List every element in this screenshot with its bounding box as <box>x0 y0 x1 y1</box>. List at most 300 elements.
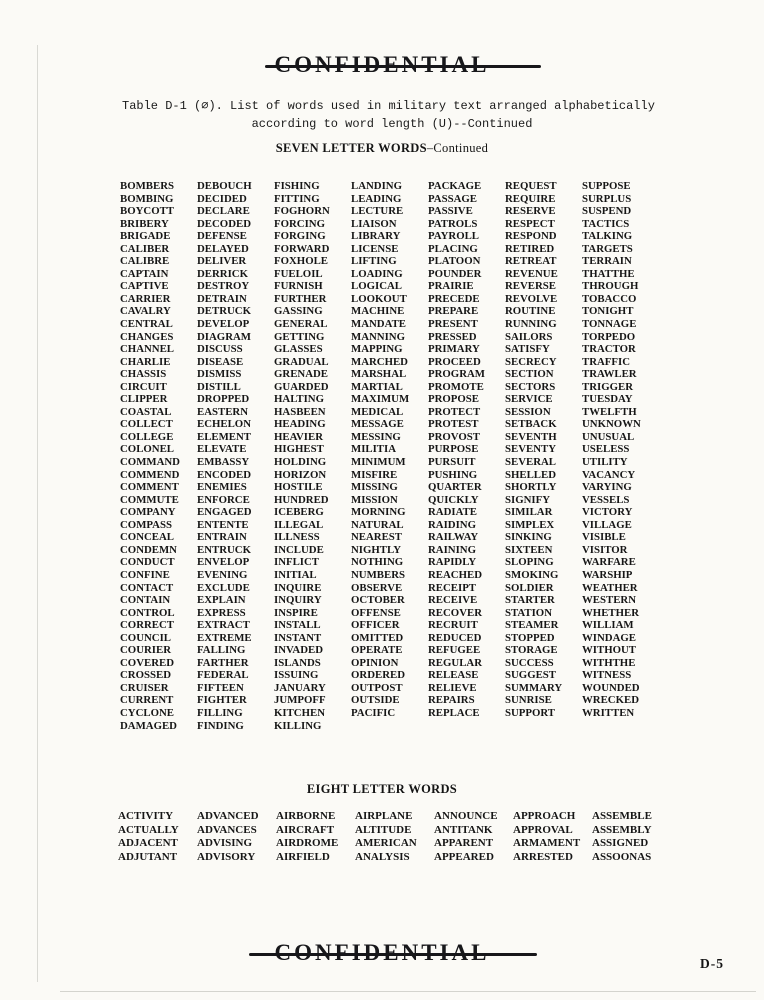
word: NATURAL <box>351 518 404 531</box>
word: UNUSUAL <box>582 430 635 443</box>
word: HOLDING <box>274 456 327 469</box>
word: SHORTLY <box>505 481 557 494</box>
word: ISSUING <box>274 669 319 682</box>
word: RAINING <box>428 543 476 556</box>
word: SEVERAL <box>505 456 557 469</box>
word: UTILITY <box>582 456 628 469</box>
word: CORRECT <box>120 619 174 632</box>
word: CROSSED <box>120 669 172 682</box>
word: DELIVER <box>197 255 247 268</box>
word: AIRCRAFT <box>276 823 335 836</box>
word: FUELOIL <box>274 267 323 280</box>
word: DEBOUCH <box>197 180 252 192</box>
word: COLLEGE <box>120 430 174 443</box>
word: DAMAGED <box>120 719 177 732</box>
word: SIMILAR <box>505 506 553 519</box>
word: AMERICAN <box>355 837 417 849</box>
word: DISTILL <box>197 380 241 393</box>
word: FURTHER <box>274 292 327 305</box>
word: WRITTEN <box>582 706 635 719</box>
word: SESSION <box>505 405 551 418</box>
word: CONTROL <box>120 606 175 619</box>
word: VACANCY <box>582 468 636 481</box>
word: ARRESTED <box>513 850 573 863</box>
word: LEADING <box>351 192 402 205</box>
word: NUMBERS <box>351 568 405 581</box>
section-title-text: EIGHT LETTER WORDS <box>306 782 458 796</box>
word: SUCCESS <box>505 656 554 669</box>
word: RESPECT <box>505 217 555 230</box>
word: CONTACT <box>120 581 174 594</box>
word: ISLANDS <box>274 656 321 669</box>
word: WITHTHE <box>582 656 636 669</box>
word: SIGNIFY <box>505 493 550 506</box>
word: WILLIAM <box>582 619 634 632</box>
word: CHARLIE <box>120 355 171 368</box>
word: VESSELS <box>582 493 630 506</box>
word: DELAYED <box>197 242 249 255</box>
scan-edge-bottom <box>60 991 756 992</box>
word-column <box>592 810 671 864</box>
word: COMMUTE <box>120 493 179 506</box>
word: ALTITUDE <box>355 823 412 836</box>
word: FITTING <box>274 192 320 205</box>
word: TOBACCO <box>582 292 637 305</box>
word: PROGRAM <box>428 368 485 381</box>
word: ENGAGED <box>197 506 252 519</box>
word: RECEIPT <box>428 581 476 594</box>
word: REDUCED <box>428 631 482 644</box>
word: OPERATE <box>351 644 403 657</box>
word-column <box>582 180 659 732</box>
word: PURPOSE <box>428 443 479 456</box>
word: ILLNESS <box>274 531 320 544</box>
word: SUPPORT <box>505 706 556 719</box>
word: ARMAMENT <box>513 837 581 849</box>
word: WARFARE <box>582 556 636 569</box>
word: STOPPED <box>505 631 555 644</box>
word-column <box>274 180 351 732</box>
word: DROPPED <box>197 393 250 406</box>
word: SEVENTH <box>505 430 557 443</box>
word: COLLECT <box>120 418 173 431</box>
word: ILLEGAL <box>274 518 324 531</box>
word: ASSOONAS <box>592 850 652 863</box>
word: HOSTILE <box>274 481 323 494</box>
word: MILITIA <box>351 443 396 456</box>
word: MAXIMUM <box>351 393 410 406</box>
word: MACHINE <box>351 305 405 318</box>
word: CRUISER <box>120 681 169 694</box>
word-column <box>434 810 513 864</box>
word: CAPTAIN <box>120 267 169 280</box>
word: LIBRARY <box>351 230 401 243</box>
word: DECLARE <box>197 205 250 218</box>
classification-header-text <box>275 52 490 78</box>
word: ASSEMBLY <box>592 823 652 836</box>
word: AIRDROME <box>276 837 339 849</box>
word: BOYCOTT <box>120 205 174 218</box>
word: ENVELOP <box>197 556 250 569</box>
word: ADVANCED <box>197 810 259 822</box>
word: MANNING <box>351 330 405 343</box>
word: OMITTED <box>351 631 404 644</box>
word: FINDING <box>197 719 244 732</box>
word: JUMPOFF <box>274 694 326 707</box>
word: HEAVIER <box>274 430 324 443</box>
word: JANUARY <box>274 681 326 694</box>
word: PATROLS <box>428 217 478 230</box>
word: ENFORCE <box>197 493 250 506</box>
word: REQUEST <box>505 180 557 192</box>
word: PRAIRIE <box>428 280 474 293</box>
word: MEDICAL <box>351 405 404 418</box>
word-column <box>513 810 592 864</box>
word-column <box>355 810 434 864</box>
word: RELIEVE <box>428 681 477 694</box>
word: PROMOTE <box>428 380 484 393</box>
word: DESTROY <box>197 280 250 293</box>
word: SIMPLEX <box>505 518 555 531</box>
word: OUTSIDE <box>351 694 400 707</box>
word: RESPOND <box>505 230 557 243</box>
word: COMPASS <box>120 518 172 531</box>
word: ANNOUNCE <box>434 810 498 822</box>
word: CARRIER <box>120 292 171 305</box>
word: SECRECY <box>505 355 557 368</box>
section-title-seven-letter <box>0 141 764 156</box>
word: REFUGEE <box>428 644 481 657</box>
word: REVOLVE <box>505 292 558 305</box>
word: SUNRISE <box>505 694 552 707</box>
word: UNKNOWN <box>582 418 641 431</box>
word: VARYING <box>582 481 632 494</box>
word: COMMEND <box>120 468 180 481</box>
word: INSTALL <box>274 619 321 632</box>
word: FURNISH <box>274 280 323 293</box>
word: KILLING <box>274 719 322 732</box>
word: ADVANCES <box>197 823 257 836</box>
word: PLACING <box>428 242 478 255</box>
seven-letter-word-table <box>120 180 659 732</box>
word: CONFINE <box>120 568 170 581</box>
word: INCLUDE <box>274 543 324 556</box>
table-caption <box>122 97 662 133</box>
word: INVADED <box>274 644 323 657</box>
word: QUARTER <box>428 481 482 494</box>
word: AIRBORNE <box>276 810 336 822</box>
word: NIGHTLY <box>351 543 402 556</box>
word: MISSING <box>351 481 398 494</box>
word-column <box>276 810 355 864</box>
word: ENTRUCK <box>197 543 251 556</box>
word: PROTECT <box>428 405 481 418</box>
word: HEADING <box>274 418 326 431</box>
word: GETTING <box>274 330 325 343</box>
word: GASSING <box>274 305 323 318</box>
word: DERRICK <box>197 267 248 280</box>
word: RADIATE <box>428 506 477 519</box>
word: DIAGRAM <box>197 330 251 343</box>
word: WARSHIP <box>582 568 633 581</box>
word: TARGETS <box>582 242 633 255</box>
word: PRIMARY <box>428 343 480 356</box>
word: SETBACK <box>505 418 557 431</box>
word: ICEBERG <box>274 506 324 519</box>
word: ROUTINE <box>505 305 556 318</box>
word: TALKING <box>582 230 633 243</box>
word: WINDAGE <box>582 631 636 644</box>
word: HUNDRED <box>274 493 329 506</box>
word: PASSAGE <box>428 192 477 205</box>
word: AIRPLANE <box>355 810 413 822</box>
word: STARTER <box>505 594 555 607</box>
word: TONNAGE <box>582 318 637 331</box>
word: ENCODED <box>197 468 251 481</box>
word: WESTERN <box>582 594 637 607</box>
word: WITNESS <box>582 669 632 682</box>
word: SURPLUS <box>582 192 632 205</box>
word: GUARDED <box>274 380 329 393</box>
word: CHASSIS <box>120 368 167 381</box>
word: WHETHER <box>582 606 639 619</box>
word: ADVISORY <box>197 850 256 863</box>
word: COURIER <box>120 644 171 657</box>
word: WITHOUT <box>582 644 636 657</box>
word: FALLING <box>197 644 246 657</box>
word: WEATHER <box>582 581 638 594</box>
word: SEVENTY <box>505 443 557 456</box>
word: CONDEMN <box>120 543 177 556</box>
word: FOGHORN <box>274 205 330 218</box>
word: PRESSED <box>428 330 477 343</box>
word: PROTEST <box>428 418 479 431</box>
word: STEAMER <box>505 619 559 632</box>
word: EXPLAIN <box>197 594 246 607</box>
word-column <box>120 180 197 732</box>
word: ELEMENT <box>197 430 251 443</box>
word: FORWARD <box>274 242 330 255</box>
word: CLIPPER <box>120 393 168 406</box>
word: MARSHAL <box>351 368 407 381</box>
word: FEDERAL <box>197 669 249 682</box>
word: KITCHEN <box>274 706 325 719</box>
word: FIFTEEN <box>197 681 244 694</box>
word: SECTION <box>505 368 554 381</box>
word: USELESS <box>582 443 630 456</box>
word: REPAIRS <box>428 694 475 707</box>
word: DISEASE <box>197 355 244 368</box>
word: MORNING <box>351 506 406 519</box>
word-column <box>197 180 274 732</box>
word: GLASSES <box>274 343 323 356</box>
word: DECODED <box>197 217 251 230</box>
word: PROCEED <box>428 355 481 368</box>
word: MINIMUM <box>351 456 406 469</box>
word: SERVICE <box>505 393 553 406</box>
word: REVENUE <box>505 267 558 280</box>
word: VISITOR <box>582 543 628 556</box>
word: LANDING <box>351 180 402 192</box>
section-title-eight-letter <box>0 782 764 797</box>
word: STORAGE <box>505 644 558 657</box>
word: ASSEMBLE <box>592 810 652 822</box>
strike-line <box>249 953 538 956</box>
word: BOMBERS <box>120 180 174 192</box>
word: CENTRAL <box>120 318 173 331</box>
word: ANALYSIS <box>355 850 410 863</box>
word: SATISFY <box>505 343 550 356</box>
word: EMBASSY <box>197 456 250 469</box>
word: COUNCIL <box>120 631 171 644</box>
word: QUICKLY <box>428 493 479 506</box>
word: RECEIVE <box>428 594 478 607</box>
word: ADJUTANT <box>118 850 178 863</box>
word: DEVELOP <box>197 318 250 331</box>
word: SIXTEEN <box>505 543 553 556</box>
word: RETIRED <box>505 242 555 255</box>
word: PACKAGE <box>428 180 482 192</box>
word: REACHED <box>428 568 482 581</box>
word: HASBEEN <box>274 405 326 418</box>
word: RECRUIT <box>428 619 478 632</box>
word: INQUIRY <box>274 594 322 607</box>
word: ACTUALLY <box>118 823 179 836</box>
word: NOTHING <box>351 556 404 569</box>
word: INFLICT <box>274 556 319 569</box>
word: WRECKED <box>582 694 639 707</box>
page-number: D-5 <box>700 956 724 971</box>
word: BOMBING <box>120 192 174 205</box>
word: REQUIRE <box>505 192 556 205</box>
word: RAPIDLY <box>428 556 477 569</box>
word: FARTHER <box>197 656 249 669</box>
word: BRIGADE <box>120 230 171 243</box>
word: ACTIVITY <box>118 810 174 822</box>
word: MAPPING <box>351 343 403 356</box>
word: CAPTIVE <box>120 280 169 293</box>
word: CURRENT <box>120 694 174 707</box>
word: MARCHED <box>351 355 408 368</box>
word: VICTORY <box>582 506 633 519</box>
word: SECTORS <box>505 380 556 393</box>
word: APPARENT <box>434 837 494 849</box>
word: CALIBER <box>120 242 170 255</box>
word: DETRAIN <box>197 292 247 305</box>
word: SUPPOSE <box>582 180 631 192</box>
word: PRESENT <box>428 318 478 331</box>
word: APPROACH <box>513 810 576 822</box>
word: COMPANY <box>120 506 176 519</box>
word: THROUGH <box>582 280 639 293</box>
eight-letter-word-table <box>118 810 671 864</box>
word: FORCING <box>274 217 325 230</box>
word: TRAFFIC <box>582 355 630 368</box>
word: PRECEDE <box>428 292 480 305</box>
word: BRIBERY <box>120 217 169 230</box>
word: MESSAGE <box>351 418 404 431</box>
word: LOADING <box>351 267 403 280</box>
word: TUESDAY <box>582 393 633 406</box>
word: DECIDED <box>197 192 247 205</box>
caption-line-1: Table D-1 (∅). List of words used in military text arranged alphabetically <box>122 99 655 113</box>
word: PASSIVE <box>428 205 473 218</box>
word: SHELLED <box>505 468 557 481</box>
word: PROPOSE <box>428 393 479 406</box>
word: TACTICS <box>582 217 630 230</box>
caption-line-2: according to word length (U)--Continued <box>251 117 533 131</box>
word: RELEASE <box>428 669 479 682</box>
word: CIRCUIT <box>120 380 167 393</box>
word: OCTOBER <box>351 594 405 607</box>
word: CYCLONE <box>120 706 174 719</box>
word: SOLDIER <box>505 581 554 594</box>
word: DISCUSS <box>197 343 243 356</box>
word: CALIBRE <box>120 255 170 268</box>
word: INSPIRE <box>274 606 318 619</box>
strike-line <box>265 65 542 68</box>
word: MARTIAL <box>351 380 403 393</box>
word: CONTAIN <box>120 594 171 607</box>
word: PUSHING <box>428 468 478 481</box>
word: SUSPEND <box>582 205 632 218</box>
word: REGULAR <box>428 656 482 669</box>
word: TRACTOR <box>582 343 636 356</box>
word: RUNNING <box>505 318 557 331</box>
word: LECTURE <box>351 205 404 218</box>
word: AIRFIELD <box>276 850 330 863</box>
word: SUGGEST <box>505 669 557 682</box>
word: GRADUAL <box>274 355 329 368</box>
word: INITIAL <box>274 568 317 581</box>
classification-header <box>0 52 764 78</box>
word: OPINION <box>351 656 399 669</box>
word: ECHELON <box>197 418 251 431</box>
word: FILLING <box>197 706 243 719</box>
word: GRENADE <box>274 368 328 381</box>
word: MESSING <box>351 430 401 443</box>
word: OFFICER <box>351 619 400 632</box>
word: PLATOON <box>428 255 481 268</box>
word: APPROVAL <box>513 823 573 836</box>
word: RAIDING <box>428 518 476 531</box>
word: MISFIRE <box>351 468 398 481</box>
word: COASTAL <box>120 405 172 418</box>
word: EASTERN <box>197 405 249 418</box>
word: EXTRACT <box>197 619 250 632</box>
word: PREPARE <box>428 305 479 318</box>
word: PAYROLL <box>428 230 479 243</box>
word: ENEMIES <box>197 481 247 494</box>
word: INQUIRE <box>274 581 322 594</box>
word: TWELFTH <box>582 405 637 418</box>
word: POUNDER <box>428 267 482 280</box>
word: HORIZON <box>274 468 327 481</box>
word: EVENING <box>197 568 248 581</box>
word: VISIBLE <box>582 531 626 544</box>
word: RECOVER <box>428 606 482 619</box>
classification-footer-text <box>275 940 490 966</box>
word: APPEARED <box>434 850 494 863</box>
word: ANTITANK <box>434 823 493 836</box>
word: PACIFIC <box>351 706 396 719</box>
word: THATTHE <box>582 267 635 280</box>
word: OUTPOST <box>351 681 403 694</box>
word: LOOKOUT <box>351 292 407 305</box>
word: COMMAND <box>120 456 180 469</box>
word-column <box>505 180 582 732</box>
word: COLONEL <box>120 443 174 456</box>
